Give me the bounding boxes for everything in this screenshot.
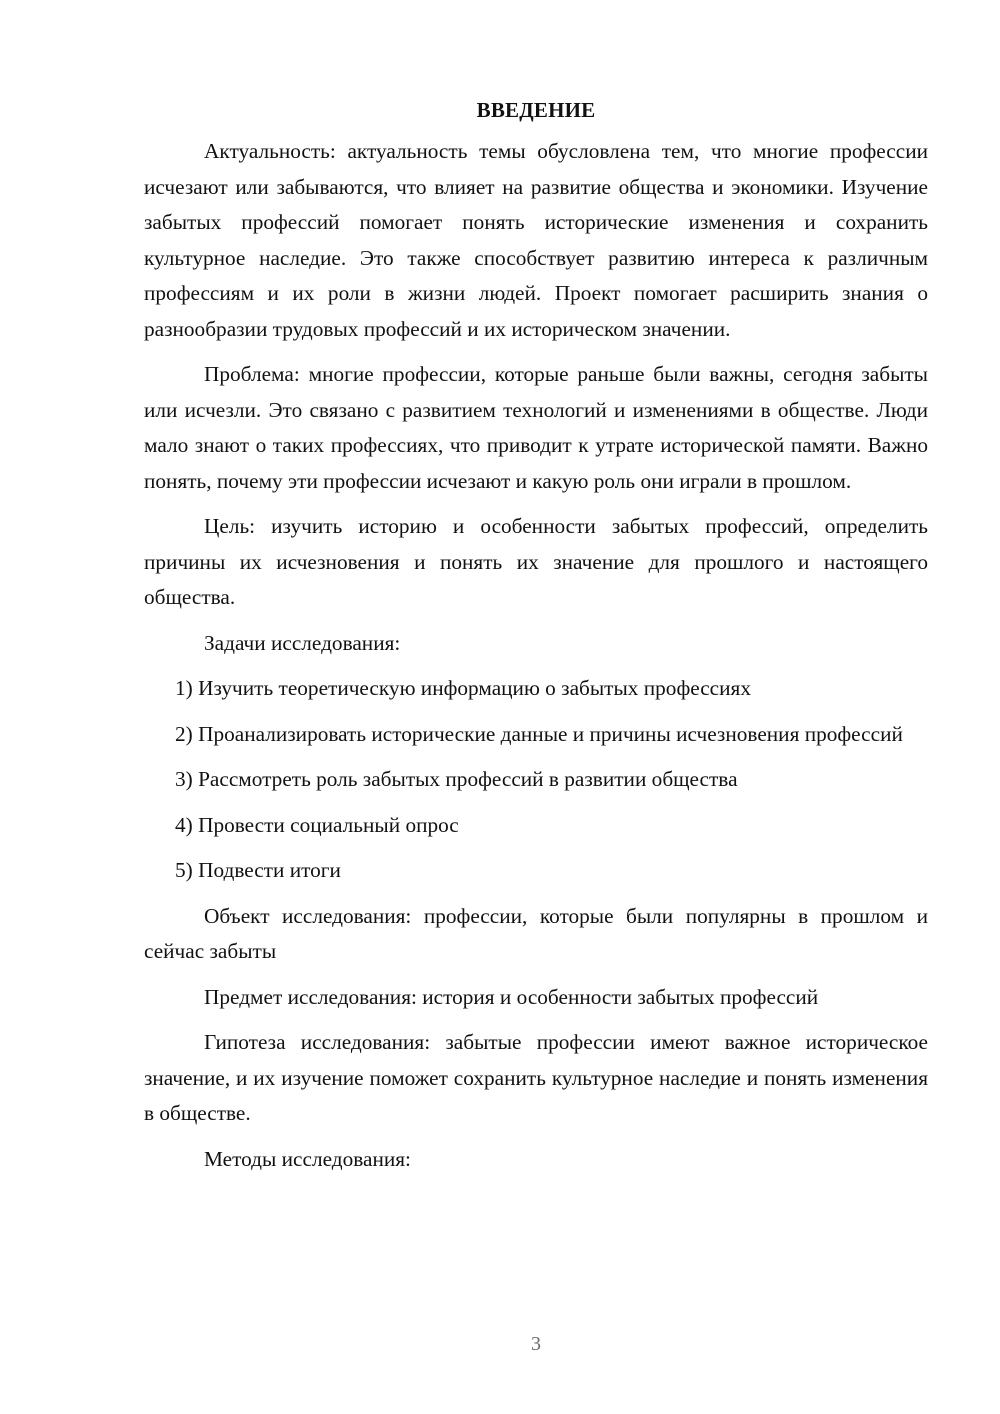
subject-paragraph: Предмет исследования: история и особенности забытых профессий [204, 984, 819, 1009]
page-title: ВВЕДЕНИЕ [476, 98, 596, 122]
task-list-item: 4) Провести социальный опрос [175, 812, 459, 837]
task-list-item: 2) Проанализировать исторические данные и причины исчезновения профессий [175, 721, 903, 746]
object-paragraph: Объект исследования: профессии, которые были популярны в прошлом и сейчас забыты [144, 903, 928, 963]
problem-paragraph: Проблема: многие профессии, которые раньше были важны, сегодня забыты или исчезли. Это связано с развитием технологий и изменениями в обществе. Люди мало знают о таких профессиях, что приводит к утрате исторической памяти. Важно понять, почему эти профессии исчезают и какую роль они играли в прошлом. [144, 362, 928, 493]
goal-paragraph: Цель: изучить историю и особенности забытых профессий, определить причины их исчезновения и понять их значение для прошлого и настоящего общества. [144, 514, 928, 609]
task-list-item: 3) Рассмотреть роль забытых профессий в развитии общества [175, 767, 738, 791]
task-list-item: 1) Изучить теоретическую информацию о забытых профессиях [175, 676, 751, 700]
document-page [144, 94, 928, 1177]
task-list-item: 5) Подвести итоги [175, 858, 341, 882]
page-number: 3 [531, 1333, 541, 1355]
relevance-paragraph: Актуальность: актуальность темы обусловлена тем, что многие профессии исчезают или забываются, что влияет на развитие общества и экономики. Изучение забытых профессий помогает понять исторические изменения и сохранить культурное наследие. Это также способствует развитию интереса к различным профессиям и их роли в жизни людей. Проект помогает расширить знания о разнообразии трудовых профессий и их историческом значении. [144, 139, 928, 341]
methods-heading: Методы исследования: [204, 1146, 411, 1171]
hypothesis-paragraph: Гипотеза исследования: забытые профессии имеют важное историческое значение, и их изучение поможет сохранить культурное наследие и понять изменения в обществе. [144, 1030, 928, 1125]
tasks-heading: Задачи исследования: [204, 630, 401, 655]
